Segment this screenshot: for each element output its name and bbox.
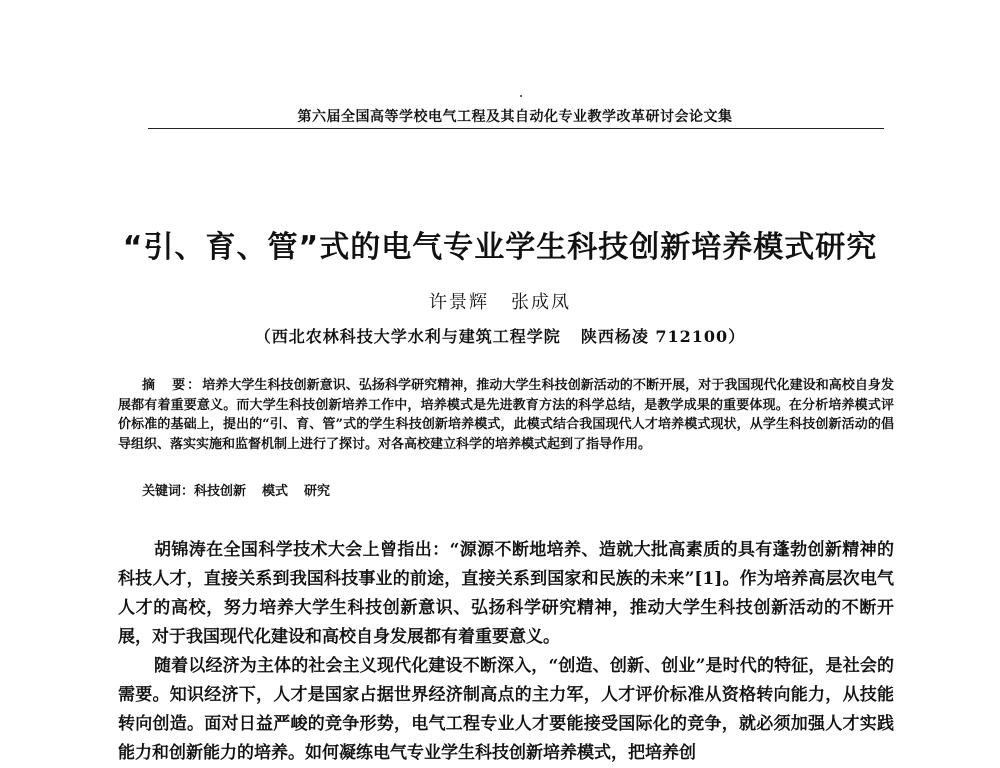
paper-title: “引、育、管”式的电气专业学生科技创新培养模式研究 — [122, 230, 878, 265]
abstract-block — [118, 376, 894, 454]
abstract-text: 培养大学生科技创新意识、弘扬科学研究精神，推动大学生科技创新活动的不断开展，对于我国现代化建设和高校自身发展都有着重要意义。而大学生科技创新培养工作中，培养模式是先进教育方法的科学总结，是教学成果的重要体现。在分析培养模式评价标准的基础上，提出的“引、育、管”式的学生科技创新培养模式，此模式结合我国现代人才培养模式现状，从学生科技创新活动的倡导组织、落实实施和监督机制上进行了探讨。对各高校建立科学的培养模式起到了指导作用。 — [118, 378, 894, 452]
author-line — [100, 288, 900, 314]
running-header: 第六届全国高等学校电气工程及其自动化专业教学改革研讨会论文集 — [297, 109, 733, 125]
keyword: 科技创新 — [194, 484, 247, 499]
affiliation-place: 陕西杨凌 712100 — [580, 327, 729, 346]
keywords-label: 关键词： — [142, 484, 195, 499]
affiliation-institution: 西北农林科技大学水利与建筑工程学院 — [271, 327, 561, 346]
author-name: 许景辉 — [429, 292, 489, 313]
body-text — [118, 536, 894, 768]
affiliation-open-paren: （ — [254, 327, 272, 346]
author-name: 张成凤 — [511, 292, 571, 313]
affiliation — [100, 324, 900, 347]
abstract-label: 摘 要： — [142, 378, 203, 393]
keyword: 模式 — [262, 484, 289, 499]
keywords-line — [142, 480, 330, 499]
body-paragraph: 胡锦涛在全国科学技术大会上曾指出：“源源不断地培养、造就大批高素质的具有蓬勃创新精神的科技人才，直接关系到我国科技事业的前途，直接关系到国家和民族的未来”[1]。作为培养高层次电气人才的高校，努力培养大学生科技创新意识、弘扬科学研究精神，推动大学生科技创新活动的不断开展，对于我国现代化建设和高校自身发展都有着重要意义。 — [118, 540, 894, 647]
abstract-paragraph — [118, 376, 894, 454]
body-paragraph: 随着以经济为主体的社会主义现代化建设不断深入，“创造、创新、创业”是时代的特征，是社会的需要。知识经济下，人才是国家占据世界经济制高点的主力军，人才评价标准从资格转向能力，从技能转向创造。面对日益严峻的竞争形势，电气工程专业人才要能接受国际化的竞争，就必须加强人才实践能力和创新能力的培养。如何凝练电气专业学生科技创新培养模式，把培养创 — [118, 656, 894, 763]
affiliation-close-paren: ） — [728, 327, 746, 346]
keyword: 研究 — [304, 484, 331, 499]
header-rule — [148, 128, 884, 129]
scan-speck — [520, 95, 522, 97]
